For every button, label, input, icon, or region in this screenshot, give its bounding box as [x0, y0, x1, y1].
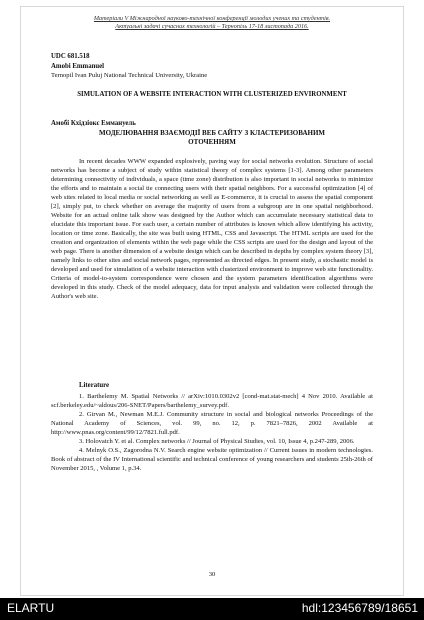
header-line-1: Матеріали V Міжнародної науково-технічної конференції молодих учених та студентів.: [93, 15, 331, 22]
author-name: Amobi Emmanuel: [51, 63, 105, 70]
repository-name: ELARTU: [7, 601, 55, 615]
header-line-2: Актуальні задачі сучасних технологій – Тернопіль 17-18 листопада 2016.: [115, 23, 309, 30]
udc-code: UDC 681.518: [51, 53, 90, 60]
author-affiliation: Ternopil Ivan Puluj National Technical University, Ukraine: [51, 72, 208, 79]
repository-footer-bar: [0, 598, 424, 620]
conference-header: [21, 15, 403, 31]
reference-item: 1. Barthelemy M. Spatial Networks // arXiv:1010.0302v2 [cond-mat.stat-mech] 4 Nov 2010. Available at scf.berkeley.edu/~aldous/206-SNET/Papers/barthelemy_survey.pdf.: [51, 393, 373, 409]
document-page: [20, 6, 404, 596]
abstract-paragraph: In recent decades WWW expanded explosively, paving way for social networks evolution. Structure of social networks has become a subject of study within statistical theory of complex systems [1-3]. Among other parameters determining connectivity of individuals, a space (time zone) distribution is also important in social networks to minimize the efforts and to maintain a social tie connecting users with their spatial neighbors. For a successful optimization [4] of web sites related to local media or social networking as well as E-commerce, it is crucial to assess the spatial component [2], simply put, to check whether on average the majority of users from a subgroup are in one spatial neighborhood. Website for an actual online talk show was designed by the Author which can accumulate necessary statistical data to elucidate this important issue. For each user, a certain number of attributes is known which allow identifying his activity, location or time zone. Basically, the site was built using HTML, CSS and Javascript. The HTML scripts are used for the creation and organization of elements within the web page while the CSS scripts are used for the design and layout of the web page. There is another dimension of a website design which can be described in depths by complex system theory [3], namely links to other sites and social network pages, represented as directed edges. In present study, a stochastic model is developed and used for simulation of a website interaction with clusterized environment to improve web site functionality. Criteria of model-to-system correspondence were chosen and the system parameters identification algorithms were developed in this study. Check of the model adequacy, data for input analysis and validation were collected through the Author's web site.: [51, 158, 373, 300]
reference-item: 3. Holovatch Y. et al. Complex networks // Journal of Physical Studies, vol. 10, Issue 4, p.247-289, 2006.: [79, 438, 355, 445]
reference-list: [51, 392, 373, 473]
paper-title-ua: МОДЕЛЮВАННЯ ВЗАЄМОДІЇ ВЕБ САЙТУ З КЛАСТЕРИЗОВАНИМ ОТОЧЕННЯМ: [98, 129, 325, 146]
author-name-ua: Амобі Кхідзіокє Еммануель: [51, 120, 136, 127]
literature-heading: Literature: [79, 382, 110, 389]
handle-identifier: hdl:123456789/18651: [301, 601, 418, 615]
paper-title-en: SIMULATION OF A WEBSITE INTERACTION WITH CLUSTERIZED ENVIRONMENT: [77, 91, 347, 98]
page-number: 30: [208, 571, 216, 578]
reference-item: 2. Girvan M., Newman M.E.J. Community structure in social and biological networks Proceedings of the National Academy of Sciences, vol. 99, no. 12, p. 7821–7826, 2002 Available at http://www.pnas.org/content/99/12/7821.full.pdf.: [51, 411, 373, 436]
reference-item: 4. Melnyk O.S., Zagorodna N.V. Search engine website optimization // Current issues in modern technologies. Book of abstract of the IV International scientific and technical conference of young researchers and students 25th-26th of November 2015, , Volume 1, p.34.: [51, 447, 373, 472]
